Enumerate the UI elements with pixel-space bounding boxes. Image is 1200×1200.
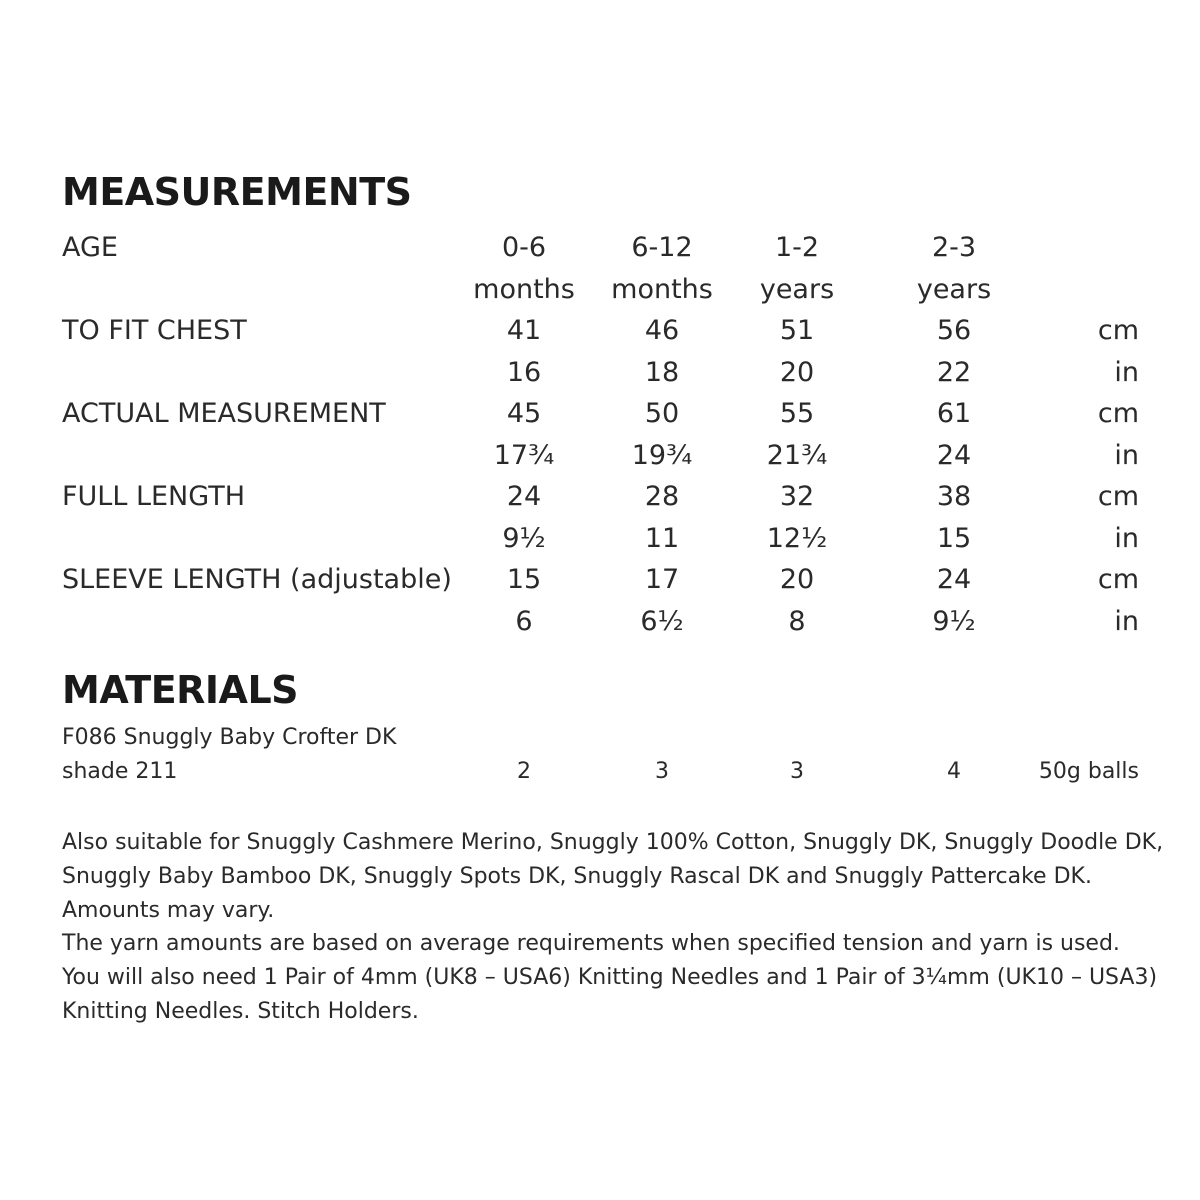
row-label: TO FIT CHEST: [62, 315, 247, 346]
notes-line: You will also need 1 Pair of 4mm (UK8 – USA6) Knitting Needles and 1 Pair of 3¼mm (UK10 – USA3): [62, 965, 1158, 991]
cell-in: 22: [936, 357, 972, 388]
yarn-name: F086 Snuggly Baby Crofter DK: [62, 725, 397, 750]
cell-cm: 41: [506, 315, 542, 346]
cell-in: 21¾: [766, 440, 828, 471]
cell-in: 6: [515, 606, 533, 637]
notes-line: Snuggly Baby Bamboo DK, Snuggly Spots DK, Snuggly Rascal DK and Snuggly Pattercake DK.: [62, 863, 1092, 889]
row-label: ACTUAL MEASUREMENT: [62, 398, 386, 429]
notes-line: Amounts may vary.: [62, 897, 275, 923]
cell-in: 6½: [640, 606, 684, 637]
cell-in: 9½: [502, 523, 546, 554]
unit-in: in: [1114, 523, 1139, 554]
cell-cm: 15: [506, 564, 542, 595]
cell-cm: 17: [644, 564, 680, 595]
cell-cm: 24: [936, 564, 972, 595]
cell-cm: 38: [936, 481, 972, 512]
cell-cm: 46: [644, 315, 680, 346]
cell-cm: 50: [644, 398, 680, 429]
cell-in: 16: [506, 357, 542, 388]
cell-cm: 20: [779, 564, 815, 595]
materials-heading: MATERIALS: [62, 668, 299, 712]
unit-cm: cm: [1097, 398, 1139, 429]
yarn-quantity: 4: [947, 759, 961, 784]
notes-line: Also suitable for Snuggly Cashmere Merino, Snuggly 100% Cotton, Snuggly DK, Snuggly Doodle DK,: [62, 830, 1164, 855]
unit-cm: cm: [1097, 315, 1139, 346]
age-label: AGE: [62, 232, 118, 263]
size-header-top: 1-2: [774, 232, 820, 263]
yarn-unit: 50g balls: [1038, 759, 1139, 784]
cell-cm: 45: [506, 398, 542, 429]
unit-cm: cm: [1097, 481, 1139, 512]
cell-cm: 51: [779, 315, 815, 346]
unit-in: in: [1114, 606, 1139, 637]
cell-in: 20: [779, 357, 815, 388]
cell-cm: 28: [644, 481, 680, 512]
notes-line: The yarn amounts are based on average requirements when specified tension and yarn is used.: [62, 931, 1120, 957]
cell-in: 18: [644, 357, 680, 388]
size-header-bottom: years: [759, 274, 835, 305]
cell-in: 19¾: [631, 440, 693, 471]
cell-cm: 32: [779, 481, 815, 512]
cell-in: 17¾: [493, 440, 555, 471]
yarn-shade: shade 211: [62, 759, 178, 784]
yarn-quantity: 3: [655, 759, 669, 784]
cell-in: 9½: [932, 606, 976, 637]
size-header-bottom: years: [916, 274, 992, 305]
cell-in: 11: [644, 523, 680, 554]
yarn-quantity: 3: [790, 759, 804, 784]
notes-line: Knitting Needles. Stitch Holders.: [62, 998, 419, 1024]
unit-cm: cm: [1097, 564, 1139, 595]
size-header-top: 6-12: [631, 232, 693, 263]
cell-cm: 56: [936, 315, 972, 346]
cell-cm: 61: [936, 398, 972, 429]
row-label: SLEEVE LENGTH (adjustable): [62, 564, 452, 595]
cell-cm: 24: [506, 481, 542, 512]
measurements-heading: MEASUREMENTS: [62, 170, 412, 214]
size-header-top: 2-3: [931, 232, 977, 263]
size-header-bottom: months: [473, 274, 575, 305]
cell-cm: 55: [779, 398, 815, 429]
cell-in: 8: [788, 606, 806, 637]
unit-in: in: [1114, 440, 1139, 471]
yarn-quantity: 2: [517, 759, 531, 784]
row-label: FULL LENGTH: [62, 481, 246, 512]
cell-in: 15: [936, 523, 972, 554]
unit-in: in: [1114, 357, 1139, 388]
size-header-bottom: months: [611, 274, 713, 305]
materials-notes: [62, 826, 1162, 1029]
cell-in: 24: [936, 440, 972, 471]
size-header-top: 0-6: [501, 232, 547, 263]
cell-in: 12½: [766, 523, 828, 554]
